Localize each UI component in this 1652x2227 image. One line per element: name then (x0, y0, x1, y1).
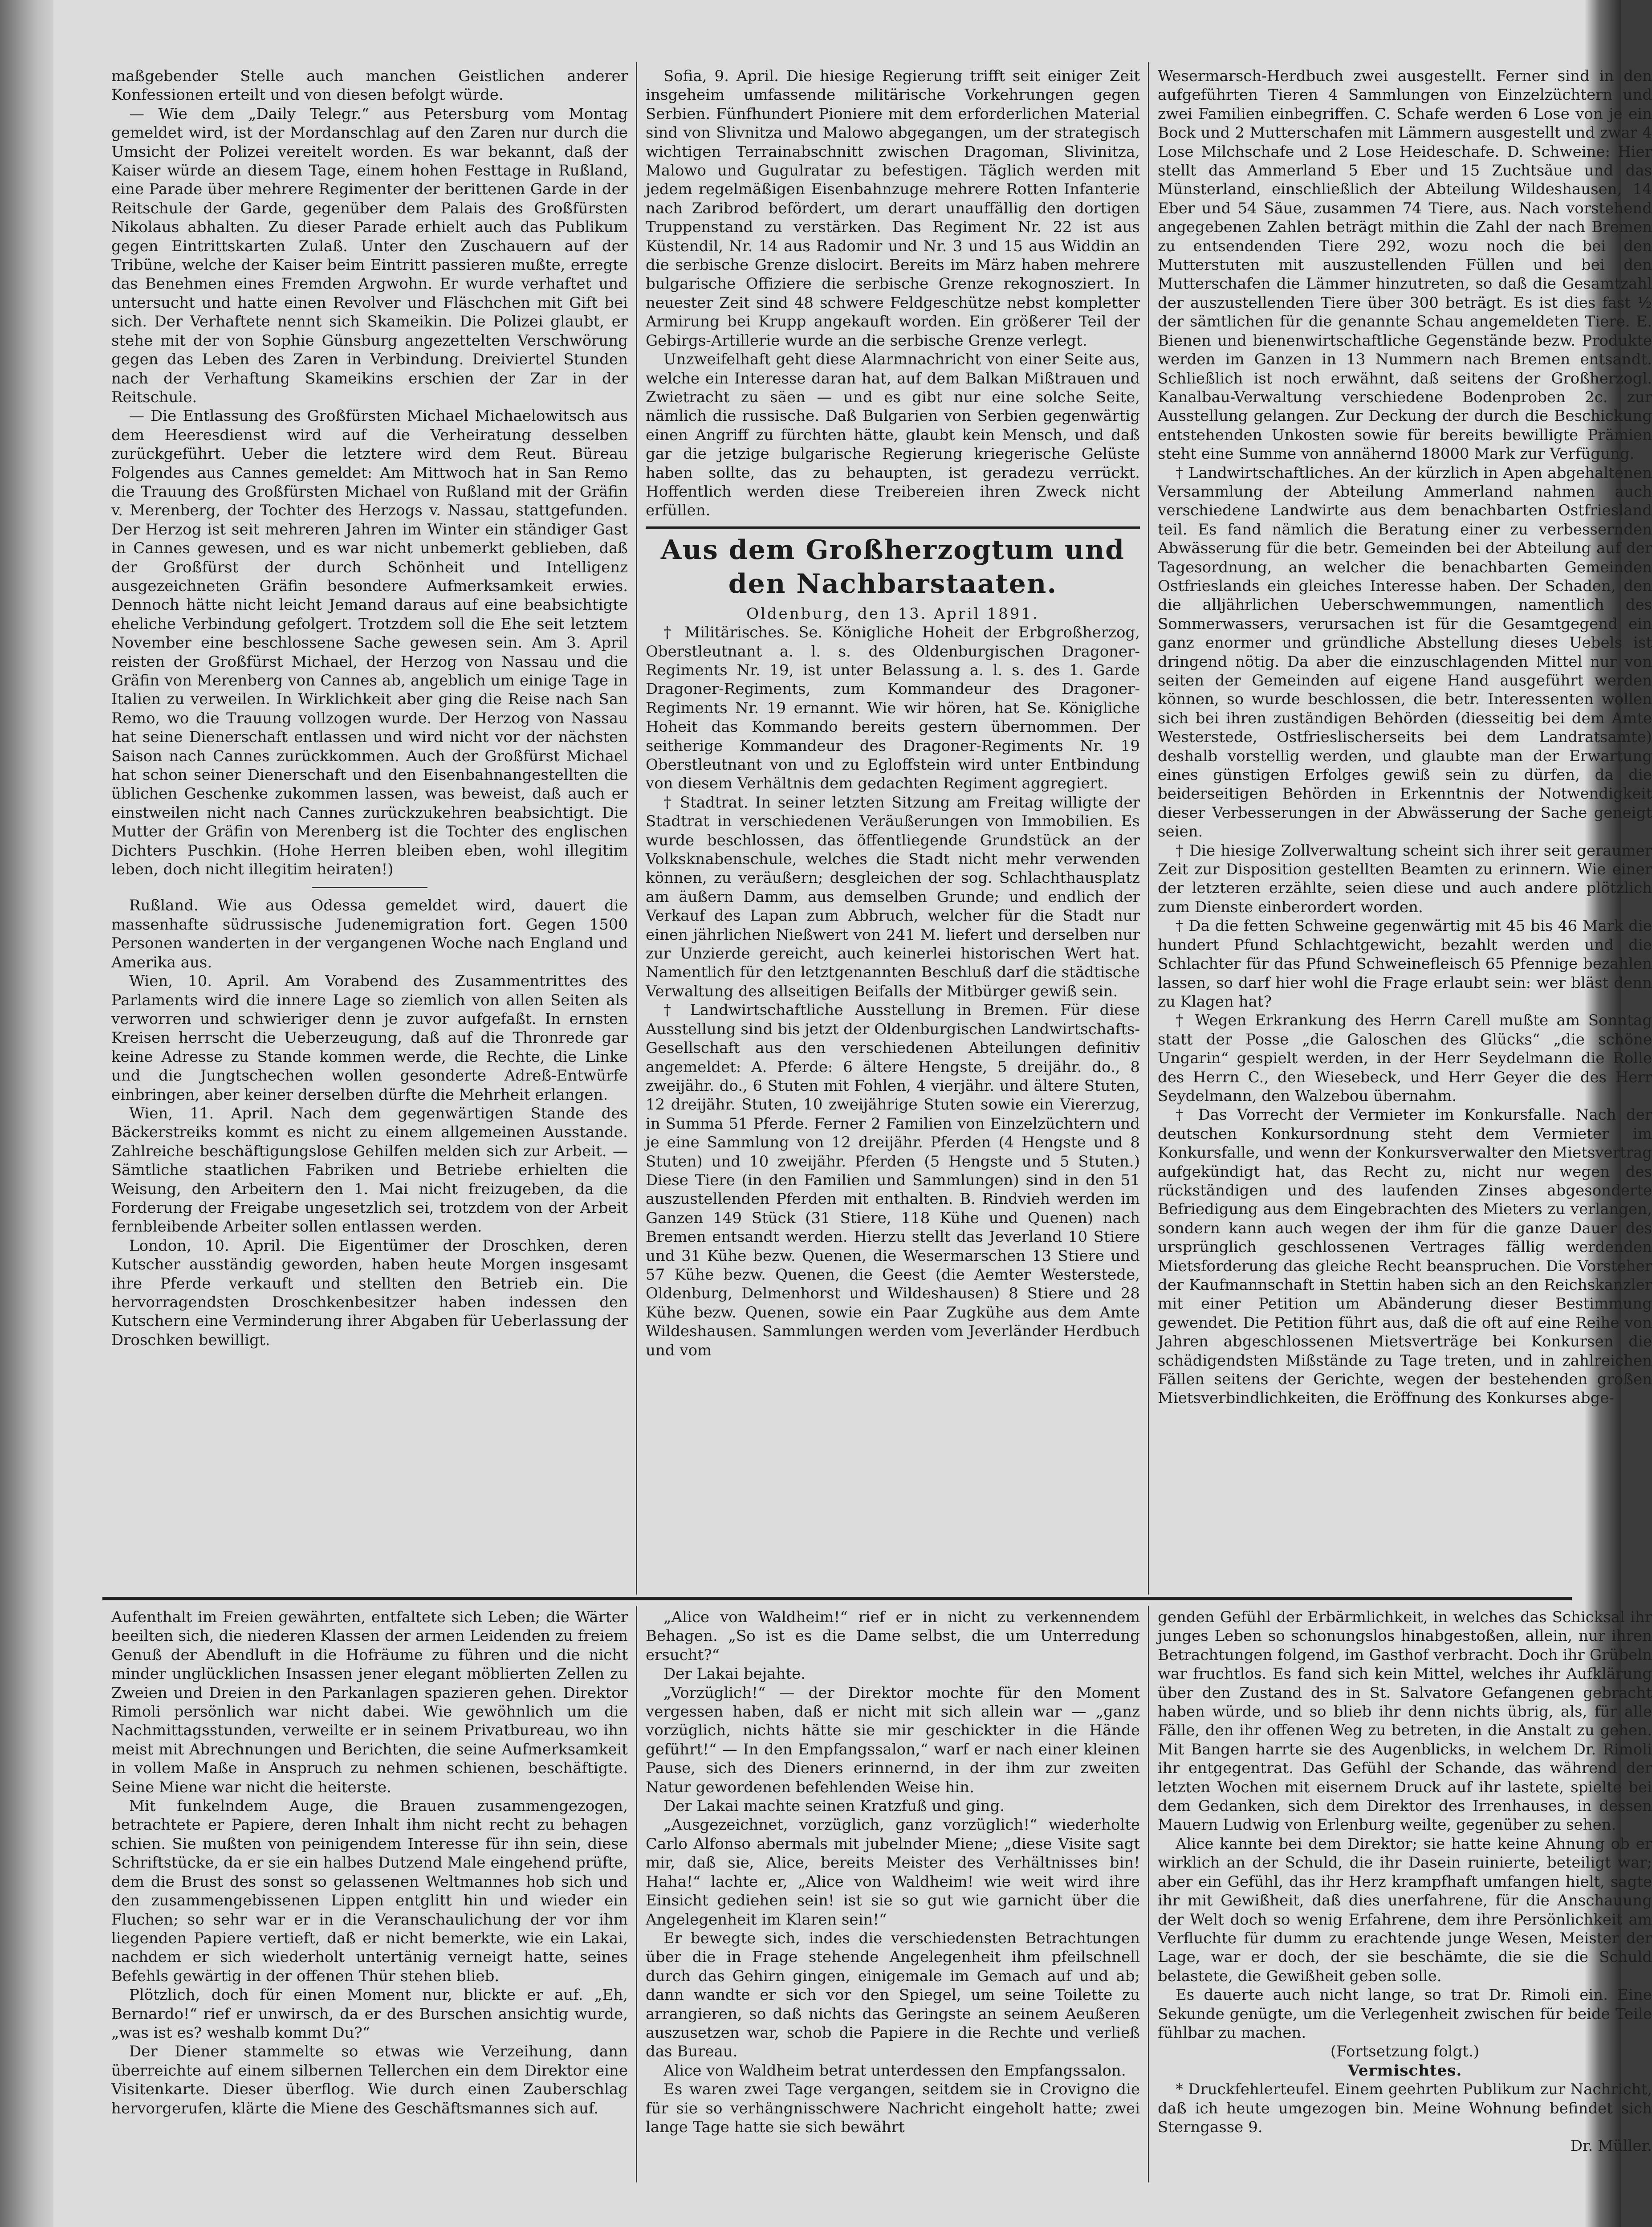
lower-col2-para-2: Der Lakai bejahte. (663, 1665, 806, 1683)
lower-col2-para-6: Er bewegte sich, indes die verschiedensten Betrachtungen über die in Frage stehende Angelegenheit ihm pfeilschnell durch das Gehirn gingen, einigemale im Gemach auf und ab; dann wandte er sich vor den Spiegel, um seine Toilette zu arrangieren, so daß nichts das Geringste an seinem Aeußeren auszusetzen war, schob die Papiere in die Rechte und verließ das Bureau. (646, 1929, 1140, 2061)
lower-column-2 (646, 1608, 1140, 2178)
lower-col1-para-4: Der Diener stammelte so etwas wie Verzeihung, dann überreichte auf einem silbernen Tellerchen ein dem Direktor eine Visitenkarte. Dieser überflog. Wie durch einen Zauberschlag hervorgerufen, klärte die Miene des Geschäftsmannes sich auf. (111, 2043, 628, 2117)
upper-col3-para-1: Wesermarsch-Herdbuch zwei ausgestellt. Ferner sind in den aufgeführten Tieren 4 Sammlungen von Einzelzüchtern und zwei Familien einbegriffen. C. Schafe werden 6 Lose von je ein Bock und 2 Mutterschafen mit Lämmern ausgestellt und zwar 4 Lose Milchschafe und 2 Lose Heideschafe. D. Schweine: Hier stellt das Ammerland 5 Eber und 15 Zuchtsäue und das Münsterland, einschließlich der Abteilung Wildeshausen, 14 Eber und 54 Säue, zusammen 74 Tiere, aus. Nach vorstehend angegebenen Zahlen beträgt mithin die Zahl der nach Bremen zu entsendenden Tiere 292, wozu noch die bei den Mutterstuten mit auszustellenden Füllen und bei den Mutterschafen die Lämmer hinzutreten, so daß die Gesamtzahl der auszustellenden Tiere über 300 beträgt. Es ist dies fast ½ der sämtlichen für die genannte Schau angemeldeten Tiere. E. Bienen und bienenwirtschaftliche Gegenstände bezw. Produkte werden im Ganzen in 13 Nummern nach Bremen entsandt. Schließlich ist noch erwähnt, daß seitens der Großherzogl. Kanalbau-Verwaltung verschiedene Bodenproben 2c. zur Ausstellung gelangen. Zur Deckung der durch die Beschickung entstehenden Unkosten sowie für bereits bewilligte Prämien steht eine Summe von annähernd 18000 Mark zur Verfügung. (1158, 67, 1652, 463)
continuation-note: (Fortsetzung folgt.) (1330, 2043, 1480, 2061)
lower-col2-para-3: „Vorzüglich!“ — der Direktor mochte für den Moment vergessen haben, daß er nicht mit sich allein war — „ganz vorzüglich, nichts hätte sie mir geschickter in die Hände geführt!“ — In den Empfangssalon,“ warf er nach einer kleinen Pause, sich des Dieners erinnernd, in der ihm zur zweiten Natur gewordenen befehlenden Weise hin. (646, 1684, 1140, 1796)
lower-column-3 (1158, 1608, 1652, 2178)
lower-col1-para-2: Mit funkelndem Auge, die Brauen zusammengezogen, betrachtete er Papiere, deren Inhalt ihm nicht recht zu behagen schien. Sie mußten von peinigendem Interesse für ihn sein, diese Schriftstücke, da er sie ein halbes Dutzend Male eingehend prüfte, dem die Brust des sonst so gelassenen Weltmannes hob sich und den zusammengebissenen Lippen entglitt hin und wieder ein Fluchen; so sehr war er in die Veranschaulichung der vor ihm liegenden Papiere vertieft, daß er nicht bemerkte, wie ein Lakai, nachdem er sich wiederholt untertänig verneigt hatte, seines Befehls gewärtig in der offenen Thür stehen blieb. (111, 1797, 628, 1985)
scan-left-edge (0, 0, 53, 2227)
lower-column-1 (111, 1608, 628, 2178)
upper-col2b-para-3: † Landwirtschaftliche Ausstellung in Bremen. Für diese Ausstellung sind bis jetzt der Oldenburgischen Landwirtschafts-Gesellschaft aus den verschiedenen Abteilungen definitiv angemeldet: A. Pferde: 6 ältere Hengste, 5 dreijähr. do., 8 zweijähr. do., 6 Stuten mit Fohlen, 4 vierjähr. und ältere Stuten, 12 dreijähr. Stuten, 10 zweijährige Stuten sowie ein Viererzug, in Summa 51 Pferde. Ferner 2 Familien von Einzelzüchtern und je eine Sammlung von 12 dreijähr. Pferden (4 Hengste und 8 Stuten) und 10 zweijähr. Pferden (5 Hengste und 5 Stuten.) Diese Tiere (in den Familien und Sammlungen) sind in den 51 auszustellenden Pferden mit enthalten. B. Rindvieh werden im Ganzen 149 Stück (31 Stiere, 118 Kühe und Quenen) nach Bremen entsandt werden. Hierzu stellt das Jeverland 10 Stiere und 31 Kühe bezw. Quenen, die Wesermarschen 13 Stiere und 57 Kühe bezw. Quenen, die Geest (die Aemter Westerstede, Oldenburg, Delmenhorst und Wildeshausen) 8 Stiere und 28 Kühe bezw. Quenen, sowie ein Paar Zugkühe aus dem Amte Wildeshausen. Sammlungen werden vom Jeverländer Herdbuch und vom (646, 1001, 1140, 1359)
upper-col1-para-5: Wien, 10. April. Am Vorabend des Zusammentrittes des Parlaments wird die innere Lage so ziemlich von allen Seiten als verworren und schwieriger denn je zuvor aufgefaßt. In ernsten Kreisen herrscht die Ueberzeugung, daß auf die Thronrede gar keine Adresse zu Stande kommen werde, die Rechte, die Linke und die Jungtschechen wollen gesonderte Adreß-Entwürfe einbringen, aber keiner derselben dürfte die Mehrheit erlangen. (111, 972, 628, 1104)
section-headline: Aus dem Großherzogtum und den Nachbarstaaten. (646, 526, 1140, 601)
column-rule-2 (1148, 62, 1149, 1595)
feuilleton-divider (102, 1597, 1572, 1600)
misc-text: * Druckfehlerteufel. Einem geehrten Publikum zur Nachricht, daß ich heute umgezogen bin. Meine Wohnung befindet sich Sterngasse 9. (1158, 2080, 1652, 2136)
lower-col3-para-3: Es dauerte auch nicht lange, so trat Dr. Rimoli ein. Eine Sekunde genügte, um die Verlegenheit zwischen für beide Teile fühlbar zu machen. (1158, 1986, 1652, 2042)
upper-col3-para-5: † Wegen Erkrankung des Herrn Carell mußte am Sonntag statt der Posse „die Galoschen des Glücks“ „die schöne Ungarin“ gespielt werden, in der Herr Seydelmann die Rolle des Herrn C., den Wiesebeck, und Herr Geyer die des Herr Seydelmann, den Walzebou übernahm. (1158, 1012, 1652, 1105)
lower-col2-para-5: „Ausgezeichnet, vorzüglich, ganz vorzüglich!“ wiederholte Carlo Alfonso abermals mit jubelnder Miene; „diese Visite sagt mir, daß sie, Alice, bereits Meister des Verhältnisses bin! Haha!“ lachte er, „Alice von Waldheim! wie weit wird ihre Einsicht gediehen sein! ist sie so gut wie garnicht über die Angelegenheit im Klaren sein!“ (646, 1816, 1140, 1929)
upper-col2b-para-2: † Stadtrat. In seiner letzten Sitzung am Freitag willigte der Stadtrat in verschiedenen Veräußerungen von Immobilien. Es wurde beschlossen, das öffentliegende Grundstück an der Volksknabenschule, welches die Stadt nicht mehr verwenden können, zu veräußern; desgleichen der sog. Schlachthausplatz am äußern Damm, aus demselben Grunde; und endlich der Verkauf des Lapan zum Abbruch, welcher für die Stadt nur einen jährlichen Nießwert von 241 M. liefert und derselben nur zur Unzierde gereicht, auch keinerlei historischen Wert hat. Namentlich für den letztgenannten Beschluß darf die städtische Verwaltung des allseitigen Beifalls der Mitbürger gewiß sein. (646, 793, 1140, 1000)
dateline: Oldenburg, den 13. April 1891. (746, 604, 1039, 623)
article-divider (312, 887, 427, 888)
upper-col1-para-1: maßgebender Stelle auch manchen Geistlichen anderer Konfessionen erteilt und von diesen befolgt würde. (111, 67, 628, 104)
upper-col3-para-3: † Die hiesige Zollverwaltung scheint sich ihrer seit geraumer Zeit zur Disposition gestellten Beamten zu erinnern. Wie einer der letzteren erzählte, seien diese und auch andere plötzlich zum Dienste einberordert worden. (1158, 841, 1652, 916)
lower-col3-para-1: genden Gefühl der Erbärmlichkeit, in welches das Schicksal ihr junges Leben so schonungslos hinabgestoßen, allein, nur ihren Betrachtungen folgend, im Gasthof verbracht. Doch ihr Grübeln war fruchtlos. Es fand sich kein Mittel, welches ihr Aufklärung über den Zustand des in St. Salvatore Gefangenen gebracht haben würde, und so blieb ihr denn nichts übrig, als, für alle Fälle, den ihr offenen Weg zu betreten, in die Anstalt zu gehen. Mit Bangen harrte sie des Augenblicks, in welchem Dr. Rimoli ihr entgegentrat. Das Gefühl der Schande, das während der letzten Wochen mit eisernem Druck auf ihr lastete, spielte bei dem Gedanken, sich dem Direktor des Irrenhauses, in dessen Mauern Ludwig von Erlenburg weilte, gegenüber zu sehen. (1158, 1608, 1652, 1834)
upper-col2b-para-1: † Militärisches. Se. Königliche Hoheit der Erbgroßherzog, Oberstleutnant a. l. s. des Oldenburgischen Dragoner-Regiments Nr. 19, ist unter Belassung a. l. s. des 1. Garde Dragoner-Regiments, zum Kommandeur des Dragoner-Regiments Nr. 19 ernannt. Wie wir hören, hat Se. Königliche Hoheit das Kommando bereits gestern übernommen. Der seitherige Kommandeur des Dragoner-Regiments Nr. 19 Oberstleutnant von und zu Egloffstein wird unter Entbindung von diesem Verhältnis dem gedachten Regiment aggregiert. (646, 624, 1140, 793)
upper-col1-para-2: — Wie dem „Daily Telegr.“ aus Petersburg vom Montag gemeldet wird, ist der Mordanschlag auf den Zaren nur durch die Umsicht der Polizei vereitelt worden. Es war bekannt, daß der Kaiser würde an diesem Tage, einem hohen Festtage in Rußland, eine Parade über mehrere Regimenter der berittenen Garde in der Reitschule der Garde, gegenüber dem Palais des Großfürsten Nikolaus abhalten. Zu dieser Parade erhielt auch das Publikum gegen Eintrittskarten Zulaß. Unter den Zuschauern auf der Tribüne, welche der Kaiser beim Eintritt passieren mußte, erregte das Benehmen eines Fremden Argwohn. Er wurde verhaftet und untersucht und hatte einen Revolver und Fläschchen mit Gift bei sich. Der Verhaftete nennt sich Skameikin. Die Polizei glaubt, er stehe mit der von Sophie Günsburg angezettelten Verschwörung gegen das Leben des Zaren in Verbindung. Dreiviertel Stunden nach der Verhaftung Skameikins erschien der Zar in der Reitschule. (111, 105, 628, 406)
upper-col3-para-4: † Da die fetten Schweine gegenwärtig mit 45 bis 46 Mark die hundert Pfund Schlachtgewicht, bezahlt werden und die Schlachter für das Pfund Schweinefleisch 65 Pfennige bezahlen lassen, so darf hier wohl die Frage erlaubt sein: wer bläst denn zu Klagen hat? (1158, 917, 1652, 1011)
misc-title: Vermischtes. (1347, 2061, 1462, 2080)
lower-col1-para-3: Plötzlich, doch für einen Moment nur, blickte er auf. „Eh, Bernardo!“ rief er unwirsch, da er des Burschen ansichtig wurde, „was ist es? weshalb kommt Du?“ (111, 1986, 628, 2042)
upper-col1-para-4: Rußland. Wie aus Odessa gemeldet wird, dauert die massenhafte südrussische Judenemigration fort. Gegen 1500 Personen wanderten in der vergangenen Woche nach England und Amerika aus. (111, 897, 628, 971)
lower-col2-para-4: Der Lakai machte seinen Kratzfuß und ging. (663, 1797, 1005, 1815)
lower-col2-para-1: „Alice von Waldheim!“ rief er in nicht zu verkennendem Behagen. „So ist es die Dame selbst, die um Unterredung ersucht?“ (646, 1608, 1140, 1664)
upper-col1-para-3: — Die Entlassung des Großfürsten Michael Michaelowitsch aus dem Heeresdienst wird auf die Verheiratung desselben zurückgeführt. Ueber die letztere wird dem Reut. Büreau Folgendes aus Cannes gemeldet: Am Mittwoch hat in San Remo die Trauung des Großfürsten Michael von Rußland mit der Gräfin v. Merenberg, der Tochter des Herzogs v. Nassau, stattgefunden. Der Herzog ist seit mehreren Jahren im Winter ein ständiger Gast in Cannes gewesen, und es war nicht unbemerkt geblieben, daß der Großfürst der durch Schönheit und Intelligenz ausgezeichneten Gräfin besondere Aufmerksamkeit erwies. Dennoch hätte nicht leicht Jemand daraus auf eine beabsichtigte eheliche Verbindung gefolgert. Trotzdem soll die Ehe seit letztem November eine beschlossene Sache gewesen sein. Am 3. April reisten der Großfürst Michael, der Herzog von Nassau und die Gräfin von Merenberg von Cannes ab, angeblich um einige Tage in Italien zu verweilen. In Wirklichkeit aber ging die Reise nach San Remo, wo die Trauung vollzogen wurde. Der Herzog von Nassau hat seine Dienerschaft entlassen und wird nicht vor der nächsten Saison nach Cannes zurückkommen. Auch der Großfürst Michael hat schon seiner Dienerschaft und den Eisenbahnangestellten die üblichen Geschenke zukommen lassen, was beweist, daß auch er einstweilen nicht nach Cannes zurückzukehren beabsichtigt. Die Mutter der Gräfin von Merenberg ist die Tochter des englischen Dichters Puschkin. (Hohe Herren bleiben eben, wohl illegitim leben, doch nicht illegitim heiraten!) (111, 407, 628, 879)
lower-col3-para-2: Alice kannte bei dem Direktor; sie hatte keine Ahnung ob er wirklich an der Schuld, die ihr Dasein ruinierte, beteiligt war; aber ein Gefühl, das ihr Herz krampfhaft umfangen hielt, sagte ihr mit Gewißheit, daß dies unerfahrene, für die Anschauung der Welt doch so wenig Erfahrene, dem ihre Persönlichkeit am Verfluchte für dumm zu erachtende junge Wesen, Meister der Lage, war er doch, der sie beschämte, die sie die Schuld belastete, die Gewißheit geben solle. (1158, 1835, 1652, 1985)
lower-col2-para-8: Es waren zwei Tage vergangen, seitdem sie in Crovigno die für sie so verhängnisschwere Nachricht eingeholt hatte; zwei lange Tage hatte sie sich bewährt (646, 2080, 1140, 2136)
misc-signature: Dr. Müller. (1570, 2137, 1652, 2155)
upper-column-1 (111, 67, 628, 1581)
upper-col1-para-6: Wien, 11. April. Nach dem gegenwärtigen Stande des Bäckerstreiks kommt es nicht zu einem allgemeinen Ausstande. Zahlreiche beschäftigungslose Gehilfen melden sich zur Arbeit. — Sämtliche staatlichen Fabriken und Betriebe erhielten die Weisung, den Arbeitern den 1. Mai nicht freizugeben, da die Forderung der Freigabe ungesetzlich sei, trotzdem von der Arbeit fernbleibende Arbeiter sollen entlassen werden. (111, 1104, 628, 1236)
upper-col1-para-7: London, 10. April. Die Eigentümer der Droschken, deren Kutscher ausständig geworden, haben heute Morgen insgesamt ihre Pferde verkauft und stellten den Betrieb ein. Die hervorragendsten Droschkenbesitzer haben indessen den Kutschern eine Verminderung ihrer Abgaben für Ueberlassung der Droschken bewilligt. (111, 1236, 628, 1349)
column-rule-3 (636, 1606, 637, 2182)
lower-col2-para-7: Alice von Waldheim betrat unterdessen den Empfangssalon. (663, 2061, 1126, 2080)
upper-column-3 (1158, 67, 1652, 1581)
newspaper-page (53, 0, 1652, 2227)
lower-col1-para-1: Aufenthalt im Freien gewährten, entfaltete sich Leben; die Wärter beeilten sich, die niederen Klassen der armen Leidenden zu freiem Genuß der Abendluft in die Hofräume zu führen und die nicht minder unglücklichen Insassen jener elegant möblierten Zellen zu Zweien und Dreien in den Parkanlagen spazieren gehen. Direktor Rimoli persönlich war nicht dabei. Wie gewöhnlich um die Nachmittagsstunden, verweilte er in seinem Privatbureau, wo ihn meist mit Abrechnungen und Berichten, die seine Aufmerksamkeit in vollem Maße in Anspruch zu nehmen schienen, beschäftigte. Seine Miene war nicht die heiterste. (111, 1608, 628, 1796)
upper-column-2 (646, 67, 1140, 1581)
column-rule-4 (1148, 1606, 1149, 2182)
upper-col2-para-1: Sofia, 9. April. Die hiesige Regierung trifft seit einiger Zeit insgeheim umfassende militärische Vorkehrungen gegen Serbien. Fünfhundert Pioniere mit dem erforderlichen Material sind von Slivnitza und Malowo abgegangen, um der strategisch wichtigen Terrainabschnitt zwischen Dragoman, Slivinitza, Malowo und Gugulratar zu befestigen. Täglich werden mit jedem regelmäßigen Eisenbahnzuge mehrere Rotten Infanterie nach Zaribrod befördert, um derart unauffällig den dortigen Truppenstand zu verstärken. Das Regiment Nr. 22 ist aus Küstendil, Nr. 14 aus Radomir und Nr. 3 und 15 aus Widdin an die serbische Grenze dislocirt. Bereits im März haben mehrere bulgarische Offiziere die serbische Grenze rekognosziert. In neuester Zeit sind 48 schwere Feldgeschütze nebst kompletter Armirung bei Krupp angekauft worden. Ein größerer Teil der Gebirgs-Artillerie wurde an die serbische Grenze verlegt. (646, 67, 1140, 350)
upper-col2-para-2: Unzweifelhaft geht diese Alarmnachricht von einer Seite aus, welche ein Interesse daran hat, auf dem Balkan Mißtrauen und Zwietracht zu säen — und es gibt nur eine solche Seite, nämlich die russische. Daß Bulgarien von Serbien gegenwärtig einen Angriff zu fürchten hätte, glaubt kein Mensch, und daß gar die jetzige bulgarische Regierung kriegerische Gelüste haben sollte, das zu behaupten, ist geradezu verrückt. Hoffentlich werden diese Treibereien ihren Zweck nicht erfüllen. (646, 351, 1140, 520)
upper-col3-para-2: † Landwirtschaftliches. An der kürzlich in Apen abgehaltenen Versammlung der Abteilung Ammerland nahmen auch verschiedene Landwirte aus dem benachbarten Ostfriesland teil. Es fand nämlich die Beratung einer zu verbessernden Abwässerung für die betr. Gemeinden bei der Abteilung auf der Tagesordnung, an welcher die benachbarten Gemeinden Ostfrieslands ein gleiches Interesse haben. Der Schaden, den die alljährlichen Ueberschwemmungen, namentlich des Sommerwassers, verursachen ist für die Gesamtgegend ein ganz enormer und gründliche Abstellung dieses Uebels ist dringend nötig. Da aber die einzuschlagenden Mittel nur von seiten der Gemeinden auf eigene Hand ausgeführt werden können, so wurde beschlossen, die betr. Interessenten wollen sich bei ihren zuständigen Behörden (diesseitig bei dem Amte Westerstede, Ostfrieslischerseits bei dem Landratsamte) deshalb vorstellig werden, und glaubte man der Erwartung eines günstigen Erfolges gewiß sein zu dürfen, da die beiderseitigen Behörden in Erkenntnis der Notwendigkeit dieser Verbesserungen in der Abwässerung der Sache geneigt seien. (1158, 464, 1652, 841)
column-rule-1 (636, 62, 637, 1595)
upper-col3-para-6: † Das Vorrecht der Vermieter im Konkursfalle. Nach der deutschen Konkursordnung steht dem Vermieter im Konkursfalle, und wenn der Konkursverwalter den Mietsvertrag aufgekündigt hat, das Recht zu, nicht nur wegen des rückständigen und des laufenden Zinses abgesonderte Befriedigung aus dem Eingebrachten des Mieters zu verlangen, sondern kann auch wegen der ihm für die ganze Dauer des ursprünglich geschlossenen Vertrages fällig werdenden Mietsforderung das gleiche Recht beanspruchen. Die Vorsteher der Kaufmannschaft in Stettin haben sich an den Reichskanzler mit einer Petition um Abänderung dieser Bestimmung gewendet. Die Petition führt aus, daß die oft auf eine Reihe von Jahren abgeschlossenen Mietsverträge bei Konkursen die schädigendsten Mißstände zu Tage treten, und in zahlreichen Fällen seitens der Gerichte, wegen der bestehenden großen Mietsverbindlichkeiten, die Eröffnung des Konkurses abge- (1158, 1106, 1652, 1407)
